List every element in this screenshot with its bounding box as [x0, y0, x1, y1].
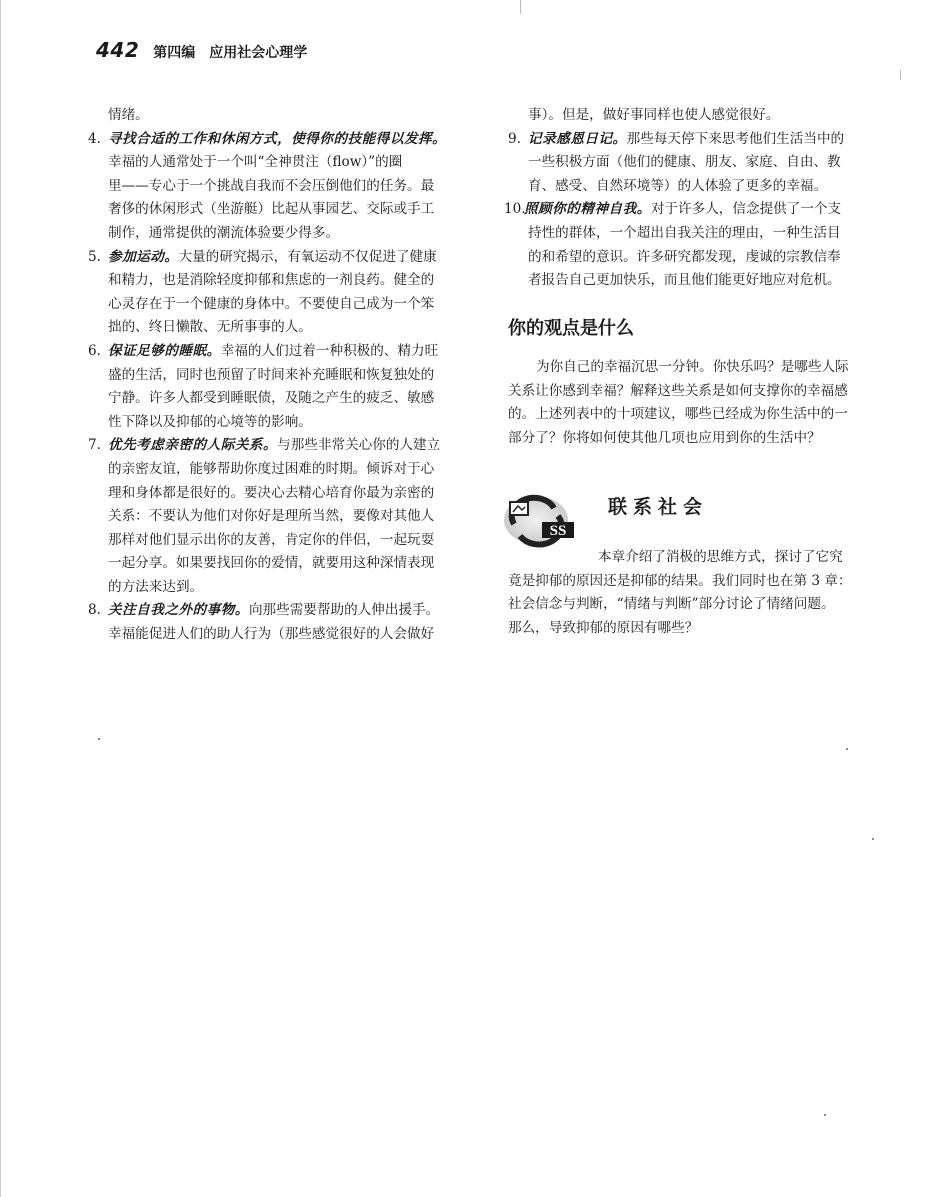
list-item [88, 434, 480, 599]
item-title: 记录感恩日记。 [528, 130, 627, 147]
item-number: 6. [88, 342, 101, 359]
connect-paragraph [508, 546, 900, 640]
list-item [88, 340, 480, 434]
item-number: 5. [88, 248, 101, 265]
running-head: 第四编 应用社会心理学 [153, 45, 308, 61]
item-line: 盛的生活，同时也预留了时间来补充睡眠和恢复独处的 [108, 366, 435, 383]
item-text: 对于许多人，信念提供了一个支 [650, 201, 842, 218]
section-title-connect: 联系社会 [608, 496, 709, 518]
item-number: 8. [88, 602, 101, 619]
paragraph-line: 的。上述列表中的十项建议，哪些已经成为你生活中的一 [508, 406, 848, 423]
item-number: 4. [88, 130, 101, 147]
item-title: 优先考虑亲密的人际关系。 [108, 437, 278, 454]
item-number: 9. [508, 130, 521, 147]
item-line: 宁静。许多人都受到睡眠债，及随之产生的疲乏、敏感 [108, 390, 435, 407]
paragraph-line: 竟是抑郁的原因还是抑郁的结果。我们同时也在第 3 章： [508, 572, 852, 589]
item-text: 幸福的人们过着一种积极的、精力旺 [220, 342, 439, 359]
item-title: 照顾你的精神自我。 [524, 201, 651, 218]
list-item [504, 198, 900, 292]
opinion-paragraph [508, 356, 900, 450]
scan-speck [824, 1114, 826, 1116]
item-line: 一些积极方面（他们的健康、朋友、家庭、自由、教 [528, 154, 841, 171]
item-text: 那些每天停下来思考他们生活当中的 [626, 130, 845, 147]
item-title: 参加运动。 [108, 248, 179, 265]
item-line: 那样对他们显示出你的友善，肯定你的伴侣，一起玩耍 [108, 531, 435, 548]
list-item [88, 599, 480, 646]
item-line: 的方法来达到。 [108, 578, 204, 595]
scan-speck [98, 738, 100, 740]
item-line: 性下降以及抑郁的心境等的影响。 [108, 413, 312, 430]
item-line: 的亲密友谊，能够帮助你度过困难的时期。倾诉对于心 [108, 460, 435, 477]
scan-mark [520, 0, 521, 14]
item-text: 大量的研究揭示，有氧运动不仅促进了健康 [178, 248, 437, 265]
list-item [88, 128, 480, 246]
item-number: 7. [88, 437, 101, 454]
item-text: 与那些非常关心你的人建立 [277, 437, 441, 454]
paragraph-line: 社会信念与判断，“情绪与判断”部分讨论了情绪问题。 [508, 596, 835, 613]
right-column [504, 104, 900, 293]
item-line: 育、感受、自然环境等）的人体验了更多的幸福。 [528, 177, 828, 194]
paragraph-line: 本章介绍了消极的思维方式，探讨了它究 [598, 549, 843, 565]
scan-speck [846, 748, 848, 750]
item-line: 和精力，也是消除轻度抑郁和焦虑的一剂良药。健全的 [108, 272, 435, 289]
item-line: 幸福的人通常处于一个叫“全神贯注（flow）”的圈 [108, 154, 403, 171]
item-number: 10. [504, 201, 526, 218]
item-line: 拙的、终日懒散、无所事事的人。 [108, 319, 312, 336]
item-text: 向那些需要帮助的人伸出援手。 [248, 602, 440, 619]
left-column [88, 104, 480, 647]
item-line: 者报告自己更加快乐，而且他们能更好地应对危机。 [528, 272, 841, 289]
page-number: 442 [96, 38, 140, 62]
continued-text: 情绪。 [108, 107, 149, 123]
list-item [88, 246, 480, 340]
page-header [96, 38, 307, 62]
item-line: 持性的群体，一个超出自我关注的理由，一种生活目 [528, 224, 841, 241]
paragraph-line: 为你自己的幸福沉思一分钟。你快乐吗？是哪些人际 [536, 359, 849, 375]
item-line: 奢侈的休闲形式（坐游艇）比起从事园艺、交际或手工 [108, 201, 435, 218]
continued-text: 事）。但是，做好事同样也使人感觉很好。 [528, 107, 780, 123]
page-edge [0, 0, 1, 1197]
item-line: 幸福能促进人们的助人行为（那些感觉很好的人会做好 [108, 626, 435, 643]
item-line: 关系：不要认为他们对你好是理所当然，要像对其他人 [108, 508, 435, 525]
ss-logo-icon [502, 490, 582, 548]
section-title-opinion: 你的观点是什么 [508, 318, 634, 339]
list-item [508, 128, 900, 199]
item-title: 保证足够的睡眠。 [108, 342, 221, 359]
item-line: 理和身体都是很好的。要决心去精心培育你最为亲密的 [108, 484, 435, 501]
paragraph-line: 部分了？你将如何使其他几项也应用到你的生活中？ [508, 429, 821, 446]
item-line: 里——专心于一个挑战自我而不会压倒他们的任务。最 [108, 177, 435, 194]
scan-mark [900, 70, 901, 80]
scan-speck [872, 838, 874, 840]
item-title: 关注自我之外的事物。 [108, 602, 249, 619]
paragraph-line: 关系让你感到幸福？解释这些关系是如何支撑你的幸福感 [508, 382, 848, 399]
paragraph-line: 那么，导致抑郁的原因有哪些？ [508, 619, 699, 636]
item-title: 寻找合适的工作和休闲方式，使得你的技能得以发挥。 [108, 130, 447, 147]
item-line: 一起分享。如果要找回你的爱情，就要用这种深情表现 [108, 555, 435, 572]
item-line: 的和希望的意识。许多研究都发现，虔诚的宗教信奉 [528, 248, 841, 265]
ss-logo-text: SS [549, 523, 567, 539]
item-line: 制作，通常提供的潮流体验要少得多。 [108, 224, 340, 241]
item-line: 心灵存在于一个健康的身体中。不要使自己成为一个笨 [108, 295, 435, 312]
